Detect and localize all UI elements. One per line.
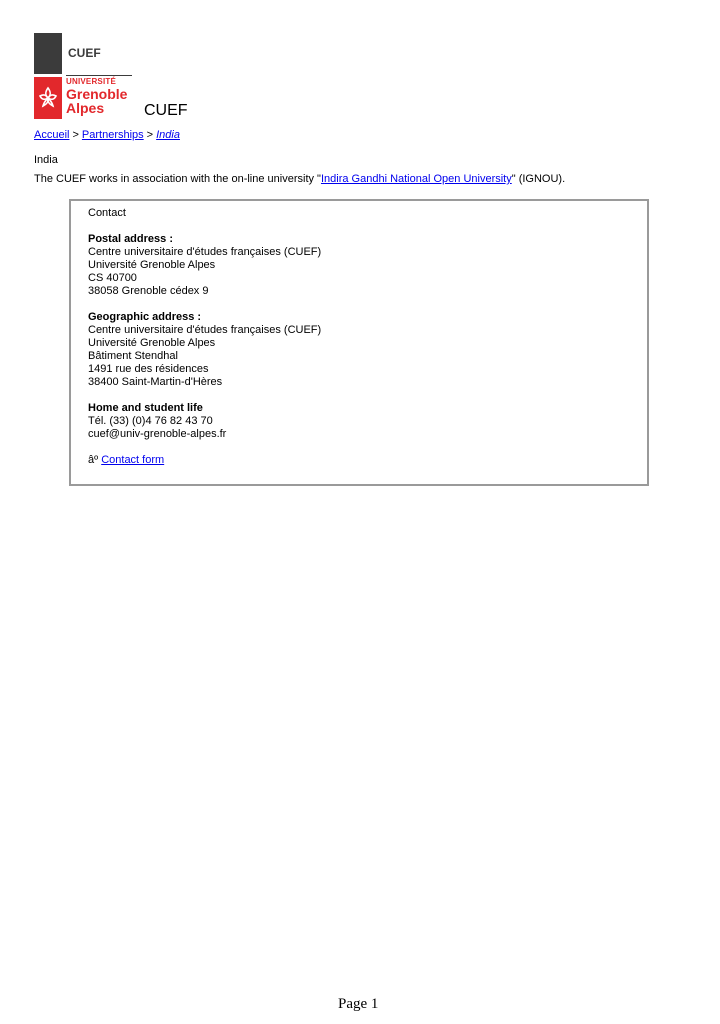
contact-title: Contact xyxy=(88,207,126,219)
spacer xyxy=(88,220,321,233)
page-title: India xyxy=(34,154,58,166)
contact-form-link[interactable]: Contact form xyxy=(101,454,165,466)
spacer xyxy=(88,298,321,311)
flower-emblem-icon xyxy=(36,84,60,112)
geographic-address-line: Bâtiment Stendhal xyxy=(88,350,178,362)
contact-box xyxy=(69,199,649,486)
email-address: cuef@univ-grenoble-alpes.fr xyxy=(88,428,227,440)
logo-university-line1: UNIVERSITÉ xyxy=(66,77,117,86)
logo-brand-text: CUEF xyxy=(68,46,101,60)
breadcrumb xyxy=(34,129,180,141)
geographic-address-line: 38400 Saint-Martin-d'Hères xyxy=(88,376,223,388)
page-number: Page 1 xyxy=(338,996,379,1012)
breadcrumb-home-link[interactable]: Accueil xyxy=(34,129,70,141)
phone-number: Tél. (33) (0)4 76 82 43 70 xyxy=(88,415,213,427)
logo-university-band xyxy=(34,77,133,119)
logo-divider xyxy=(66,75,132,76)
ignou-link[interactable]: Indira Gandhi National Open University xyxy=(320,173,512,185)
contact-form-row xyxy=(88,454,321,467)
breadcrumb-partnerships-link[interactable]: Partnerships xyxy=(81,129,144,141)
intro-text-before: The CUEF works in association with the on-line university " xyxy=(34,173,321,185)
logo-cuef-band xyxy=(34,33,133,74)
postal-address-line: CS 40700 xyxy=(88,272,137,284)
intro-text-after: " (IGNOU). xyxy=(511,173,566,185)
postal-address-line: Centre universitaire d'études françaises (CUEF) xyxy=(88,246,322,258)
university-logo xyxy=(34,33,133,119)
geographic-address-line: 1491 rue des résidences xyxy=(88,363,209,375)
postal-address-line: Université Grenoble Alpes xyxy=(88,259,216,271)
spacer xyxy=(88,441,321,454)
breadcrumb-separator: > xyxy=(146,129,154,141)
logo-university-name xyxy=(66,78,127,115)
home-student-life-heading: Home and student life xyxy=(88,402,203,414)
logo-university-line3: Alpes xyxy=(66,100,105,116)
postal-address-line: 38058 Grenoble cédex 9 xyxy=(88,285,209,297)
logo-university-line2: Grenoble xyxy=(66,86,128,102)
logo-grey-block xyxy=(34,33,62,74)
contact-content xyxy=(88,207,321,467)
logo-red-block xyxy=(34,77,62,119)
site-title: CUEF xyxy=(144,102,188,119)
breadcrumb-current-link[interactable]: India xyxy=(156,129,180,141)
contact-form-prefix: âº xyxy=(88,454,99,466)
geographic-address-line: Centre universitaire d'études françaises (CUEF) xyxy=(88,324,322,336)
spacer xyxy=(88,389,321,402)
intro-paragraph xyxy=(34,173,565,185)
geographic-address-line: Université Grenoble Alpes xyxy=(88,337,216,349)
breadcrumb-separator: > xyxy=(72,129,79,141)
geographic-address-heading: Geographic address : xyxy=(88,311,202,323)
postal-address-heading: Postal address : xyxy=(88,233,173,245)
